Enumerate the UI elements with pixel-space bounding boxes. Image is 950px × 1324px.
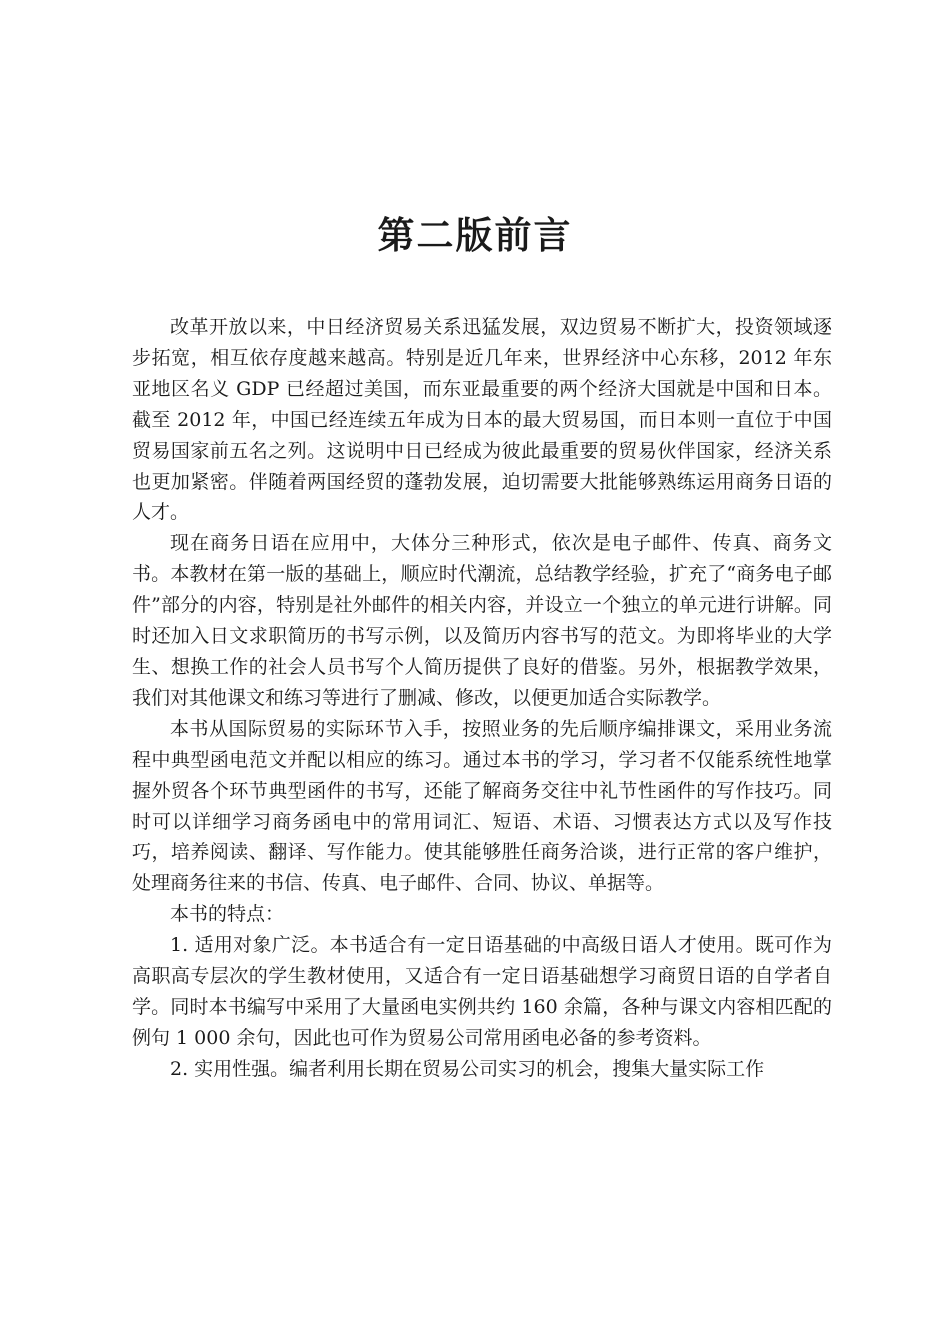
paragraph-intro: 改革开放以来，中日经济贸易关系迅猛发展，双边贸易不断扩大，投资领域逐步拓宽，相互依存度越来越高。特别是近几年来，世界经济中心东移，2012 年东亚地区名义 GDP 已经超过美国，而东亚最重要的两个经济大国就是中国和日本。截至 2012 年，中国已经连续五年成为日本的最大贸易国，而日本则一直位于中国贸易国家前五名之列。这说明中日已经成为彼此最重要的贸易伙伴国家，经济关系也更加紧密。伴随着两国经贸的蓬勃发展，迫切需要大批能够熟练运用商务日语的人才。 (132, 316, 832, 524)
page-title: 第二版前言 (377, 213, 573, 257)
preface-body (132, 312, 832, 1085)
paragraph-feature-2: 2. 实用性强。编者利用长期在贸易公司实习的机会，搜集大量实际工作 (170, 1057, 765, 1080)
paragraph-features-heading: 本书的特点： (170, 903, 285, 926)
paragraph-approach: 本书从国际贸易的实际环节入手，按照业务的先后顺序编排课文，采用业务流程中典型函电范文并配以相应的练习。通过本书的学习，学习者不仅能系统性地掌握外贸各个环节典型函件的书写，还能了解商务交往中礼节性函件的写作技巧。同时可以详细学习商务函电中的常用词汇、短语、术语、习惯表达方式以及写作技巧，培养阅读、翻译、写作能力。使其能够胜任商务洽谈，进行正常的客户维护，处理商务往来的书信、传真、电子邮件、合同、协议、单据等。 (132, 717, 832, 895)
paragraph-forms: 现在商务日语在应用中，大体分三种形式，依次是电子邮件、传真、商务文书。本教材在第一版的基础上，顺应时代潮流，总结教学经验，扩充了“商务电子邮件”部分的内容，特别是社外邮件的相关内容，并设立一个独立的单元进行讲解。同时还加入日文求职简历的书写示例，以及简历内容书写的范文。为即将毕业的大学生、想换工作的社会人员书写个人简历提供了良好的借鉴。另外，根据教学效果，我们对其他课文和练习等进行了删减、修改，以便更加适合实际教学。 (132, 532, 832, 709)
paragraph-feature-1: 1. 适用对象广泛。本书适合有一定日语基础的中高级日语人才使用。既可作为高职高专层次的学生教材使用，又适合有一定日语基础想学习商贸日语的自学者自学。同时本书编写中采用了大量函电实例共约 160 余篇，各种与课文内容相匹配的例句 1 000 余句，因此也可作为贸易公司常用函电必备的参考资料。 (132, 934, 832, 1049)
